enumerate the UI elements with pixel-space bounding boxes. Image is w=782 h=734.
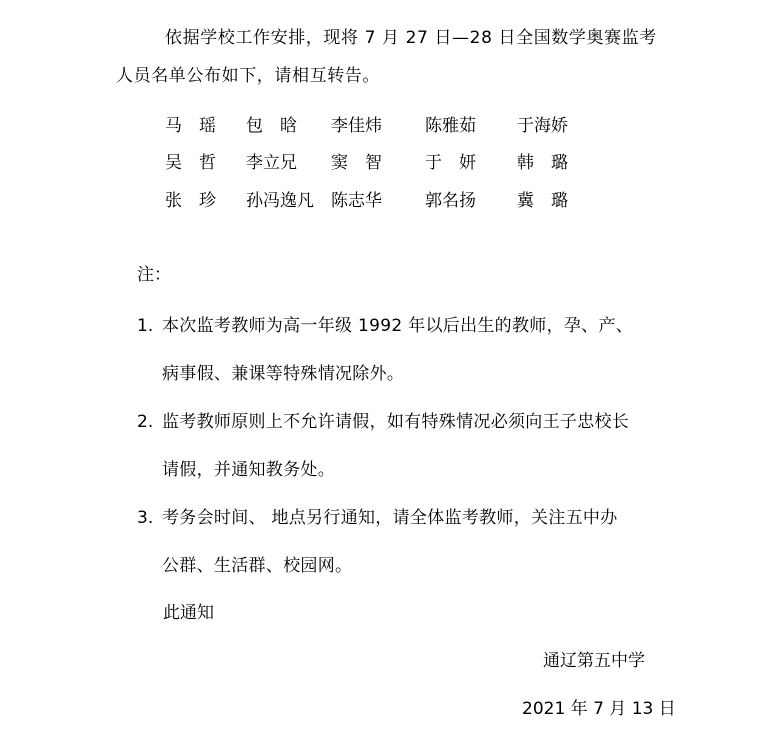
name-cell: 郭名扬 [425,191,476,211]
name-cell: 陈志华 [331,191,382,211]
intro-line-2: 人员名单公布如下，请相互转告。 [116,66,380,86]
name-cell: 韩 璐 [517,153,568,173]
signature-date: 2021 年 7 月 13 日 [522,699,676,719]
name-cell: 陈雅茹 [425,116,476,136]
notes-title: 注： [137,265,171,285]
name-cell: 李佳炜 [331,116,382,136]
name-cell: 吴 哲 [165,153,216,173]
name-cell: 张 珍 [165,191,216,211]
note-number: 2. [137,412,154,432]
name-cell: 冀 璐 [517,191,568,211]
name-cell: 李立兄 [246,153,297,173]
note-number: 3. [137,508,154,528]
note-text-line: 考务会时间、 地点另行通知，请全体监考教师，关注五中办 [162,508,618,528]
note-text-line: 病事假、兼课等特殊情况除外。 [162,364,405,384]
name-cell: 包 晗 [246,116,297,136]
closing-text: 此通知 [163,603,214,623]
name-cell: 孙冯逸凡 [246,191,314,211]
signature-school: 通辽第五中学 [543,651,645,671]
name-cell: 马 瑶 [165,116,216,136]
note-number: 1. [137,316,154,336]
intro-line-1: 依据学校工作安排，现将 7 月 27 日—28 日全国数学奥赛监考 [165,28,657,48]
note-text-line: 监考教师原则上不允许请假，如有特殊情况必须向王子忠校长 [162,412,630,432]
name-cell: 窦 智 [331,153,382,173]
note-text-line: 请假，并通知教务处。 [162,460,335,480]
note-text-line: 本次监考教师为高一年级 1992 年以后出生的教师，孕、产、 [162,316,634,336]
note-text-line: 公群、生活群、校园网。 [162,556,353,576]
name-cell: 于海娇 [517,116,568,136]
name-cell: 于 妍 [425,153,476,173]
